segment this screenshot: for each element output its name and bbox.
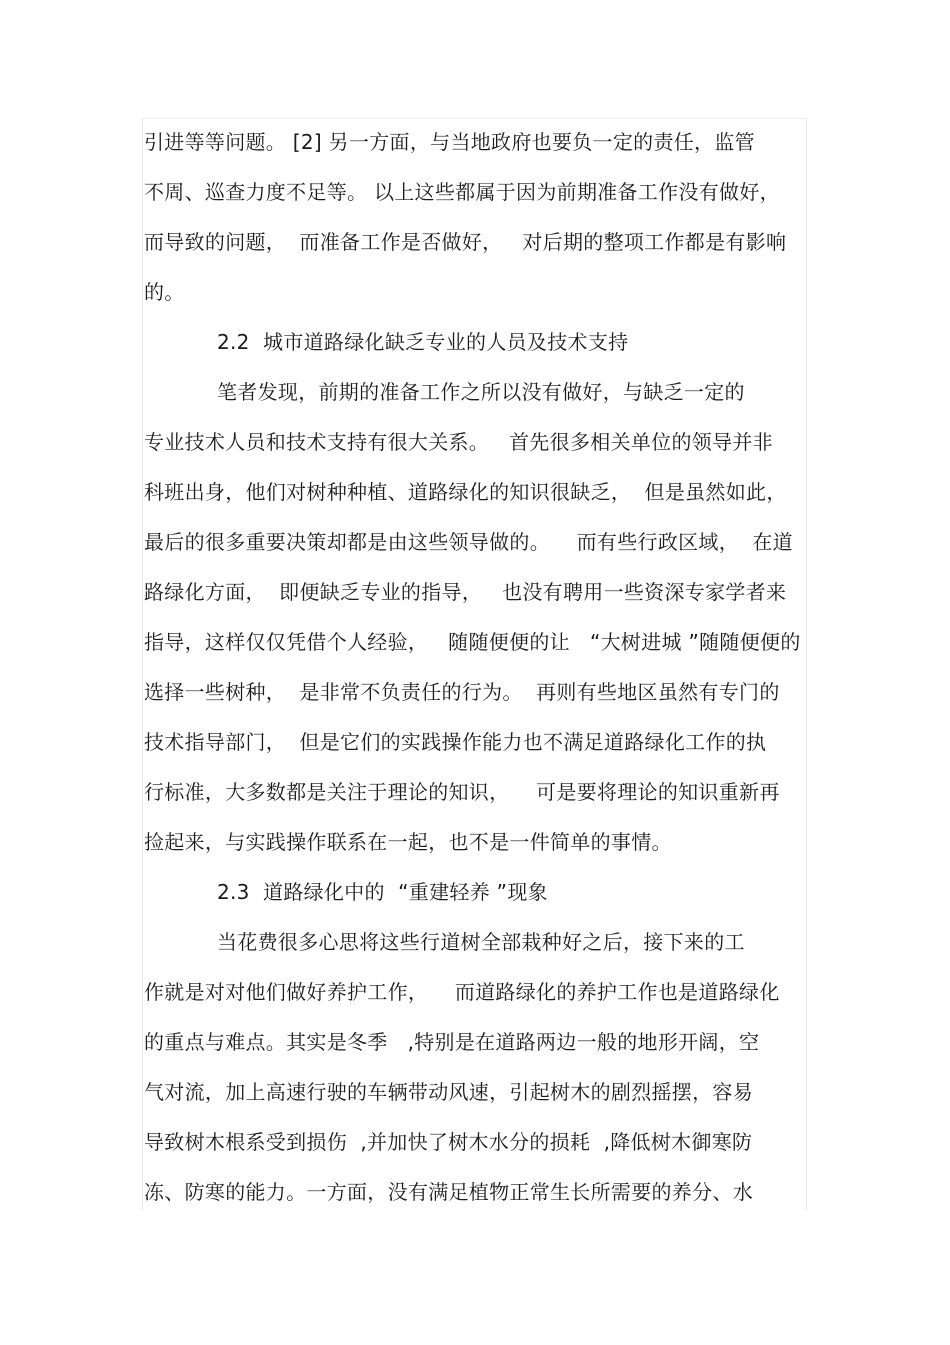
text-line: 捡起来，与实践操作联系在一起，也不是一件简单的事情。 (144, 830, 672, 854)
text-line: 路绿化方面， 即便缺乏专业的指导， 也没有聘用一些资深专家学者来 (144, 580, 787, 604)
text-line: 笔者发现，前期的准备工作之所以没有做好，与缺乏一定的 (217, 380, 745, 404)
text-line: 当花费很多心思将这些行道树全部栽种好之后，接下来的工 (217, 930, 745, 954)
text-line: 的重点与难点。其实是冬季 ,特别是在道路两边一般的地形开阔，空 (144, 1030, 760, 1054)
text-line: 最后的很多重要决策却都是由这些领导做的。 而有些行政区域， 在道 (144, 530, 793, 554)
text-line: 选择一些树种， 是非常不负责任的行为。 再则有些地区虽然有专门的 (144, 680, 780, 704)
text-line: 气对流，加上高速行驶的车辆带动风速，引起树木的剧烈摇摆，容易 (144, 1080, 753, 1104)
text-line: 冻、防寒的能力。一方面，没有满足植物正常生长所需要的养分、水 (144, 1180, 753, 1204)
section-heading-2-2: 2.2 城市道路绿化缺乏专业的人员及技术支持 (217, 330, 629, 354)
text-line: 引进等等问题。 [2] 另一方面，与当地政府也要负一定的责任，监管 (144, 130, 755, 154)
text-line: 不周、巡查力度不足等。 以上这些都属于因为前期准备工作没有做好， (144, 180, 780, 204)
text-line: 而导致的问题， 而准备工作是否做好， 对后期的整项工作都是有影响 (144, 230, 787, 254)
text-line: 行标准，大多数都是关注于理论的知识， 可是要将理论的知识重新再 (144, 780, 780, 804)
text-line: 专业技术人员和技术支持有很大关系。 首先很多相关单位的领导并非 (144, 430, 773, 454)
text-line: 导致树木根系受到损伤 ,并加快了树木水分的损耗 ,降低树木御寒防 (144, 1130, 753, 1154)
text-line: 指导，这样仅仅凭借个人经验， 随随便便的让 “大树进城 ”随随便便的 (144, 630, 801, 654)
text-line: 技术指导部门， 但是它们的实践操作能力也不满足道路绿化工作的执 (144, 730, 767, 754)
text-line: 科班出身，他们对树种种植、道路绿化的知识很缺乏， 但是虽然如此， (144, 480, 787, 504)
section-heading-2-3: 2.3 道路绿化中的 “重建轻养 ”现象 (217, 880, 548, 904)
text-line: 作就是对对他们做好养护工作， 而道路绿化的养护工作也是道路绿化 (144, 980, 780, 1004)
text-line: 的。 (144, 280, 185, 304)
